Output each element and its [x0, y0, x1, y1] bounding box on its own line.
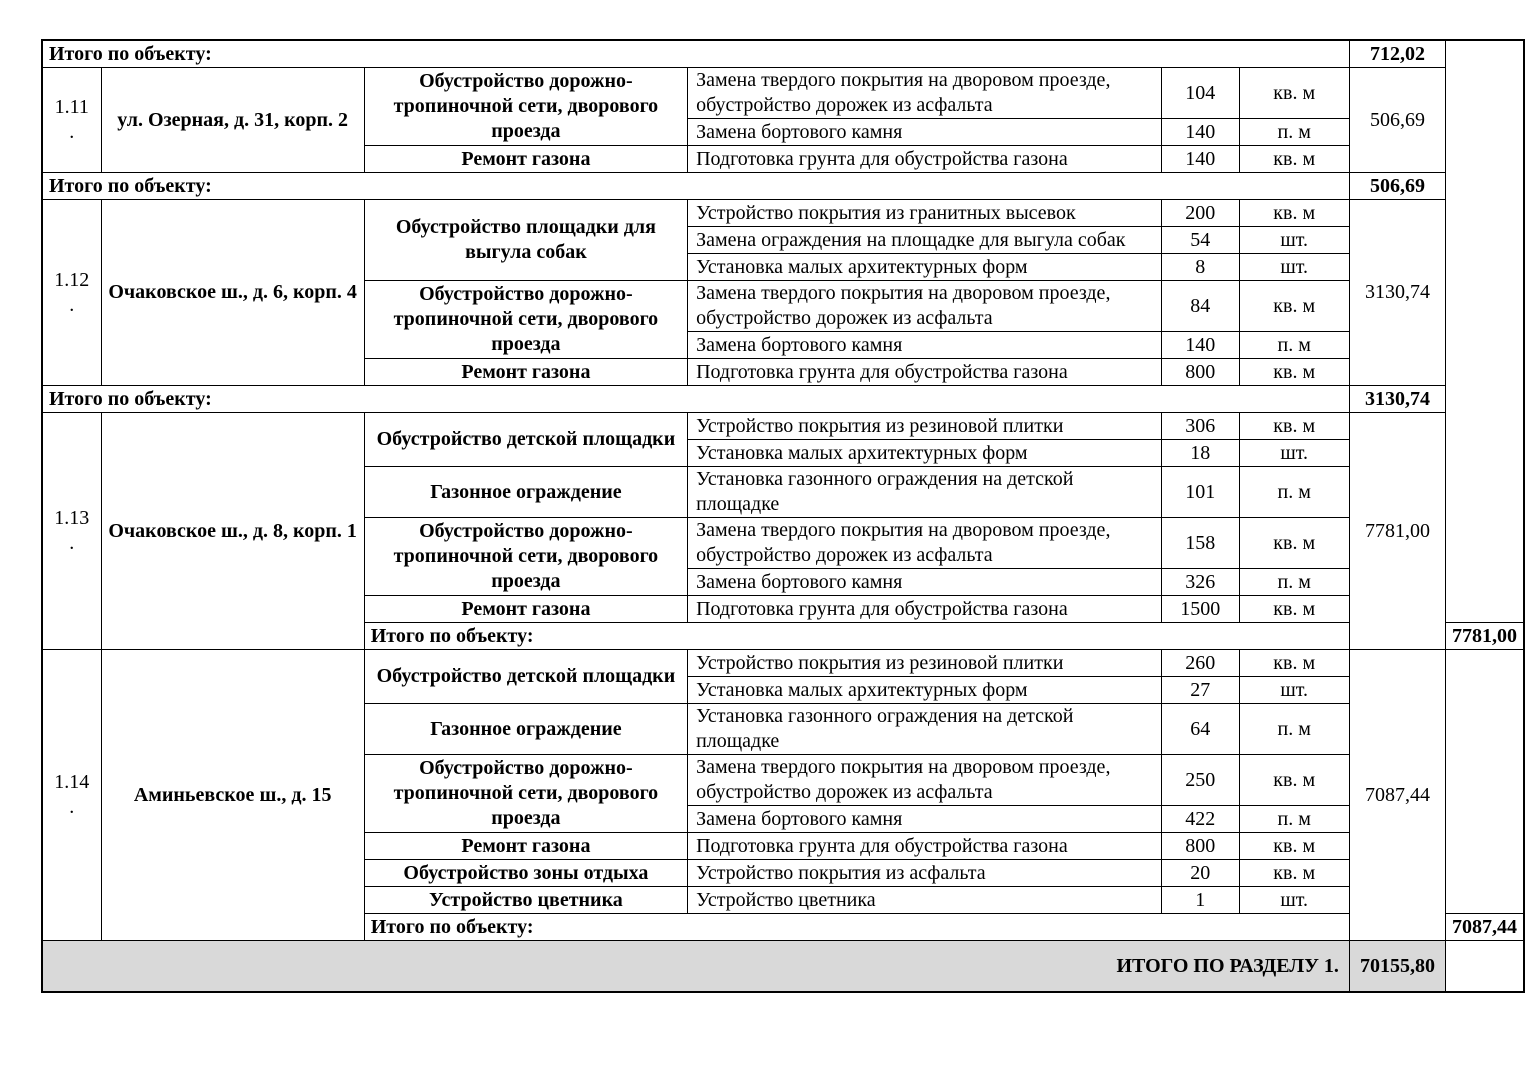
work-type: Газонное ограждение [364, 467, 687, 518]
work-unit: п. м [1239, 806, 1349, 833]
object-total-row [42, 173, 1524, 200]
object-total-value: 7781,00 [1446, 623, 1525, 650]
object-cost: 506,69 [1349, 68, 1445, 173]
work-quantity: 104 [1161, 68, 1239, 119]
work-unit: п. м [1239, 467, 1349, 518]
work-description: Замена твердого покрытия на дворовом проезде, обустройство дорожек из асфальта [688, 281, 1162, 332]
object-total-row [42, 386, 1524, 413]
work-description: Установка малых архитектурных форм [688, 254, 1162, 281]
work-description: Подготовка грунта для обустройства газона [688, 833, 1162, 860]
object-total-label: Итого по объекту: [42, 40, 1349, 68]
work-type: Обустройство дорожно-тропиночной сети, дворового проезда [364, 68, 687, 146]
work-description: Замена твердого покрытия на дворовом проезде, обустройство дорожек из асфальта [688, 755, 1162, 806]
work-unit: шт. [1239, 440, 1349, 467]
work-type: Обустройство детской площадки [364, 413, 687, 467]
work-quantity: 140 [1161, 119, 1239, 146]
work-unit: кв. м [1239, 860, 1349, 887]
work-unit: шт. [1239, 254, 1349, 281]
section-total-label: ИТОГО ПО РАЗДЕЛУ 1. [42, 941, 1349, 993]
object-number: 1.13 . [42, 413, 101, 650]
work-description: Установка газонного ограждения на детской площадке [688, 467, 1162, 518]
work-quantity: 800 [1161, 359, 1239, 386]
table-row [42, 413, 1524, 440]
work-quantity: 422 [1161, 806, 1239, 833]
work-unit: кв. м [1239, 281, 1349, 332]
work-unit: кв. м [1239, 68, 1349, 119]
work-description: Устройство покрытия из резиновой плитки [688, 413, 1162, 440]
work-quantity: 84 [1161, 281, 1239, 332]
work-quantity: 20 [1161, 860, 1239, 887]
object-cost: 3130,74 [1349, 200, 1445, 386]
work-quantity: 260 [1161, 650, 1239, 677]
work-type: Обустройство дорожно-тропиночной сети, дворового проезда [364, 755, 687, 833]
work-quantity: 140 [1161, 332, 1239, 359]
object-address: Аминьевское ш., д. 15 [101, 650, 364, 941]
object-number: 1.14 . [42, 650, 101, 941]
object-total-label: Итого по объекту: [42, 173, 1349, 200]
work-quantity: 1500 [1161, 596, 1239, 623]
work-unit: п. м [1239, 704, 1349, 755]
work-description: Устройство цветника [688, 887, 1162, 914]
object-total-label: Итого по объекту: [364, 623, 1445, 650]
work-unit: кв. м [1239, 200, 1349, 227]
work-quantity: 8 [1161, 254, 1239, 281]
object-address: ул. Озерная, д. 31, корп. 2 [101, 68, 364, 173]
work-description: Установка газонного ограждения на детской площадке [688, 704, 1162, 755]
work-description: Замена бортового камня [688, 806, 1162, 833]
work-unit: кв. м [1239, 146, 1349, 173]
work-unit: п. м [1239, 569, 1349, 596]
work-quantity: 1 [1161, 887, 1239, 914]
work-quantity: 54 [1161, 227, 1239, 254]
object-total-value: 7087,44 [1446, 914, 1525, 941]
table-row [42, 68, 1524, 119]
work-quantity: 250 [1161, 755, 1239, 806]
works-table [41, 39, 1525, 993]
work-description: Замена твердого покрытия на дворовом проезде, обустройство дорожек из асфальта [688, 518, 1162, 569]
work-unit: кв. м [1239, 596, 1349, 623]
work-description: Подготовка грунта для обустройства газона [688, 146, 1162, 173]
object-total-label: Итого по объекту: [364, 914, 1445, 941]
work-type: Ремонт газона [364, 596, 687, 623]
work-type: Обустройство детской площадки [364, 650, 687, 704]
work-description: Установка малых архитектурных форм [688, 440, 1162, 467]
work-quantity: 326 [1161, 569, 1239, 596]
work-type: Устройство цветника [364, 887, 687, 914]
work-unit: кв. м [1239, 833, 1349, 860]
work-quantity: 140 [1161, 146, 1239, 173]
work-unit: кв. м [1239, 755, 1349, 806]
object-total-row [42, 40, 1524, 68]
work-quantity: 27 [1161, 677, 1239, 704]
work-quantity: 101 [1161, 467, 1239, 518]
work-type: Ремонт газона [364, 833, 687, 860]
work-unit: кв. м [1239, 413, 1349, 440]
work-unit: п. м [1239, 332, 1349, 359]
work-unit: кв. м [1239, 518, 1349, 569]
work-description: Замена твердого покрытия на дворовом проезде, обустройство дорожек из асфальта [688, 68, 1162, 119]
work-description: Устройство покрытия из гранитных высевок [688, 200, 1162, 227]
work-unit: кв. м [1239, 359, 1349, 386]
section-total-row [42, 941, 1524, 993]
work-type: Обустройство дорожно-тропиночной сети, дворового проезда [364, 281, 687, 359]
work-unit: шт. [1239, 887, 1349, 914]
section-total-value: 70155,80 [1349, 941, 1445, 993]
work-unit: кв. м [1239, 650, 1349, 677]
work-description: Устройство покрытия из резиновой плитки [688, 650, 1162, 677]
work-type: Ремонт газона [364, 359, 687, 386]
work-unit: п. м [1239, 119, 1349, 146]
work-quantity: 800 [1161, 833, 1239, 860]
table-row [42, 650, 1524, 677]
work-description: Замена ограждения на площадке для выгула собак [688, 227, 1162, 254]
work-description: Замена бортового камня [688, 569, 1162, 596]
work-quantity: 18 [1161, 440, 1239, 467]
work-quantity: 158 [1161, 518, 1239, 569]
work-type: Газонное ограждение [364, 704, 687, 755]
work-description: Подготовка грунта для обустройства газона [688, 359, 1162, 386]
work-description: Установка малых архитектурных форм [688, 677, 1162, 704]
work-description: Подготовка грунта для обустройства газона [688, 596, 1162, 623]
work-description: Замена бортового камня [688, 119, 1162, 146]
work-type: Обустройство дорожно-тропиночной сети, дворового проезда [364, 518, 687, 596]
work-quantity: 64 [1161, 704, 1239, 755]
object-number: 1.11 . [42, 68, 101, 173]
work-unit: шт. [1239, 227, 1349, 254]
work-quantity: 200 [1161, 200, 1239, 227]
object-total-value: 3130,74 [1349, 386, 1445, 413]
work-type: Ремонт газона [364, 146, 687, 173]
object-address: Очаковское ш., д. 6, корп. 4 [101, 200, 364, 386]
object-number: 1.12 . [42, 200, 101, 386]
work-type: Обустройство зоны отдыха [364, 860, 687, 887]
object-total-value: 506,69 [1349, 173, 1445, 200]
object-total-label: Итого по объекту: [42, 386, 1349, 413]
object-total-value: 712,02 [1349, 40, 1445, 68]
work-unit: шт. [1239, 677, 1349, 704]
object-address: Очаковское ш., д. 8, корп. 1 [101, 413, 364, 650]
table-row [42, 200, 1524, 227]
object-cost: 7087,44 [1349, 650, 1445, 941]
work-type: Обустройство площадки для выгула собак [364, 200, 687, 281]
object-cost: 7781,00 [1349, 413, 1445, 650]
work-description: Замена бортового камня [688, 332, 1162, 359]
work-description: Устройство покрытия из асфальта [688, 860, 1162, 887]
work-quantity: 306 [1161, 413, 1239, 440]
